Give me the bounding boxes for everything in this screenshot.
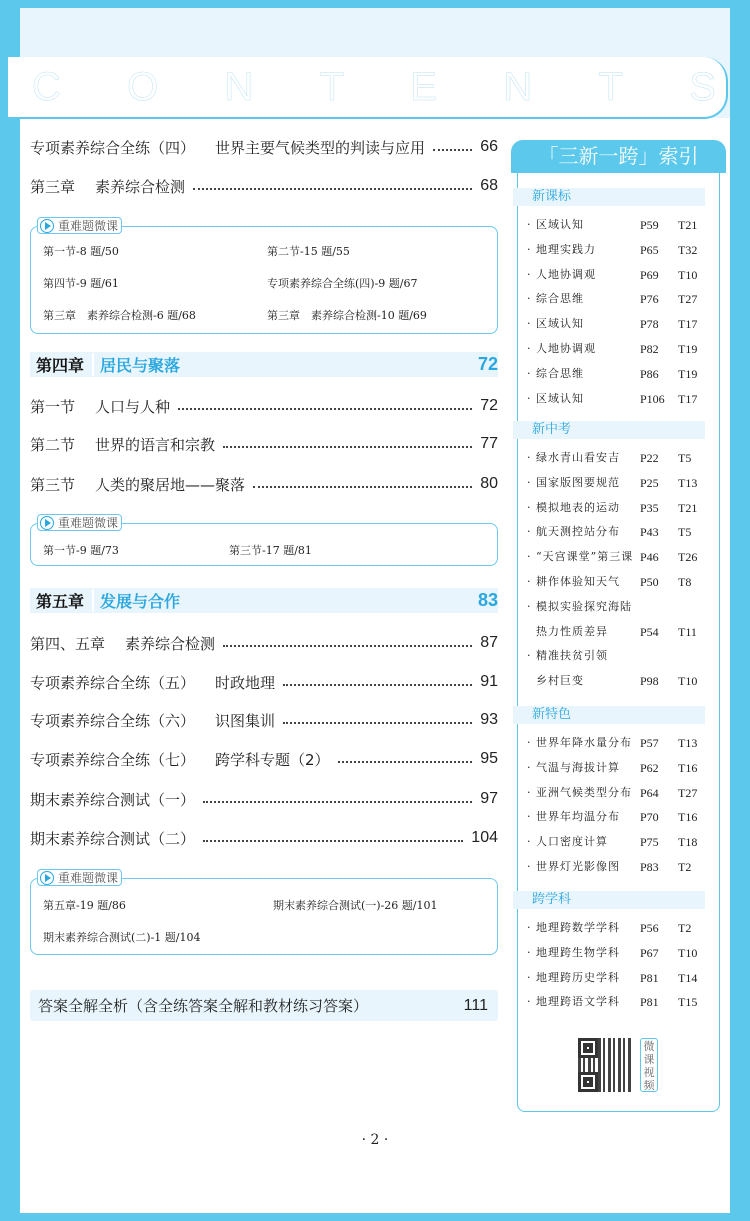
micro-lesson-tag <box>37 514 122 531</box>
index-item-name: · 气温与海拔计算 <box>527 760 620 774</box>
entry-subtitle: 素养综合检测 <box>95 177 186 196</box>
micro-lesson-tag <box>37 217 122 234</box>
entry-subtitle: 跨学科专题（2） <box>215 750 330 769</box>
entry-page: 87 <box>480 634 498 651</box>
micro-lesson-item[interactable]: 第三章 素养综合检测-6 题/68 <box>43 309 196 322</box>
index-item-page: P57 <box>640 736 659 750</box>
index-item[interactable] <box>527 735 717 751</box>
chapter-4-heading[interactable] <box>30 352 498 377</box>
index-item-question: T2 <box>678 921 692 935</box>
entry-page: 68 <box>480 177 498 194</box>
index-item-name: · 区域认知 <box>527 391 584 405</box>
entry-subtitle: 识图集训 <box>215 711 276 730</box>
contents-letter: E <box>410 64 438 109</box>
micro-lesson-item[interactable]: 第三节-17 题/81 <box>229 544 312 557</box>
index-item-name: · 世界年降水量分布 <box>527 736 632 749</box>
qr-code[interactable] <box>578 1038 632 1092</box>
chapter-5-heading[interactable] <box>30 588 498 613</box>
index-section-header: 新特色 <box>513 706 705 724</box>
index-item-page: P81 <box>640 995 659 1010</box>
index-item-page: P59 <box>640 218 659 232</box>
index-title: 「三新一跨」索引 <box>511 140 726 173</box>
index-item[interactable] <box>527 599 717 615</box>
index-item-question: T10 <box>678 674 698 689</box>
tag-label: 重难题微课 <box>58 219 119 233</box>
index-item-page: P81 <box>640 970 659 985</box>
index-item-name: · 地理跨数学学科 <box>527 921 620 934</box>
index-item-question: T16 <box>678 810 698 825</box>
answer-page: 111 <box>463 996 488 1014</box>
index-item-page: P64 <box>640 785 659 800</box>
index-item-page: P46 <box>640 550 659 565</box>
index-section-header: 跨学科 <box>513 891 705 909</box>
index-item[interactable] <box>527 970 717 986</box>
entry-title: 第一节 <box>30 397 76 416</box>
index-item-page: P35 <box>640 500 659 515</box>
entry-title: 第三章 <box>30 177 76 196</box>
micro-lesson-item[interactable]: 专项素养综合全练(四)-9 题/67 <box>267 277 418 290</box>
leader-dots <box>178 408 472 410</box>
entry-subtitle: 时政地理 <box>215 673 276 692</box>
contents-banner <box>8 57 728 119</box>
index-item-question: T5 <box>678 525 692 540</box>
index-item-name: · 人地协调观 <box>527 267 596 281</box>
index-item-page: P106 <box>640 391 665 406</box>
index-item[interactable] <box>527 574 717 590</box>
entry-subtitle: 世界主要气候类型的判读与应用 <box>215 138 426 157</box>
index-item-page: P76 <box>640 292 659 307</box>
index-item-name: · 绿水青山看安吉 <box>527 451 620 464</box>
entry-page: 77 <box>480 435 498 452</box>
contents-letter: C <box>32 64 61 109</box>
index-item-name: · 精准扶贫引领 <box>527 649 608 663</box>
index-item-question: T5 <box>678 451 692 465</box>
index-item[interactable] <box>527 648 717 664</box>
index-item-page: P78 <box>640 317 659 332</box>
index-item[interactable] <box>527 475 717 491</box>
entry-page: 93 <box>480 711 498 728</box>
index-item[interactable] <box>527 859 717 875</box>
index-item-question: T13 <box>678 475 698 490</box>
index-section-header: 新中考 <box>513 421 705 439</box>
index-item[interactable] <box>527 217 717 233</box>
index-item[interactable] <box>527 500 717 516</box>
chapter-title: 发展与合作 <box>100 592 181 611</box>
index-item[interactable] <box>527 760 717 776</box>
play-icon <box>40 516 54 530</box>
index-item-name: · 人口密度计算 <box>527 835 608 849</box>
index-item-name: · “天宫课堂”第三课 <box>527 550 634 564</box>
entry-title: 专项素养综合全练（六） <box>30 711 196 730</box>
index-item-page: P56 <box>640 921 659 935</box>
index-item[interactable] <box>527 920 717 936</box>
index-item[interactable] <box>527 450 717 466</box>
index-item[interactable] <box>527 524 717 540</box>
index-item-question: T13 <box>678 736 698 750</box>
entry-subtitle: 人类的聚居地——聚落 <box>95 475 246 494</box>
play-icon <box>40 871 54 885</box>
index-item-question: T11 <box>678 624 697 639</box>
toc-entry[interactable] <box>30 395 498 417</box>
index-item[interactable] <box>527 341 717 357</box>
toc-entry[interactable] <box>30 473 498 495</box>
leader-dots <box>283 722 472 724</box>
index-item-name: · 地理跨语文学科 <box>527 995 620 1009</box>
index-item-name: · 世界年均温分布 <box>527 810 620 824</box>
contents-letter: O <box>127 64 159 109</box>
toc-entry[interactable] <box>30 788 498 810</box>
index-item-page: P86 <box>640 366 659 381</box>
index-item[interactable] <box>527 673 717 689</box>
micro-lesson-item[interactable]: 第一节-9 题/73 <box>43 544 119 557</box>
index-item[interactable] <box>527 267 717 283</box>
entry-title: 第二节 <box>30 435 76 454</box>
index-item-page: P22 <box>640 451 659 465</box>
index-item[interactable] <box>527 624 717 640</box>
index-item[interactable] <box>527 242 717 258</box>
index-item-question: T32 <box>678 242 698 257</box>
index-item-name: 热力性质差异 <box>536 624 608 638</box>
chapter-title: 居民与聚落 <box>100 356 181 375</box>
chapter-page: 83 <box>477 590 498 610</box>
index-item-question: T26 <box>678 550 698 565</box>
toc-entry[interactable] <box>30 175 498 197</box>
leader-dots <box>203 840 463 842</box>
entry-subtitle: 素养综合检测 <box>125 634 216 653</box>
entry-page: 72 <box>480 397 498 414</box>
qr-label: 微课视频 <box>640 1038 658 1092</box>
entry-title: 期末素养综合测试（二） <box>30 829 196 848</box>
leader-dots <box>193 188 472 190</box>
index-item-question: T18 <box>678 835 698 850</box>
index-item[interactable] <box>527 994 717 1010</box>
index-item-question: T15 <box>678 995 698 1010</box>
micro-lesson-item[interactable]: 期末素养综合测试(一)-26 题/101 <box>273 899 438 912</box>
leader-dots <box>203 801 472 803</box>
index-item-page: P67 <box>640 945 659 960</box>
index-item-page: P75 <box>640 835 659 850</box>
index-item-page: P70 <box>640 810 659 825</box>
page-number: · 2 · <box>361 1132 389 1148</box>
index-item-name: · 综合思维 <box>527 292 584 306</box>
micro-lesson-item[interactable]: 期末素养综合测试(二)-1 题/104 <box>43 931 201 944</box>
index-item-name: · 人地协调观 <box>527 342 596 355</box>
index-item-name: · 地理跨生物学科 <box>527 945 620 959</box>
index-item-page: P82 <box>640 342 659 356</box>
index-item-name: · 世界灯光影像图 <box>527 860 620 873</box>
toc-entry[interactable] <box>30 748 498 770</box>
micro-lesson-item[interactable]: 第二节-15 题/55 <box>267 245 350 258</box>
index-item-name: 乡村巨变 <box>536 674 584 688</box>
index-item[interactable] <box>527 834 717 850</box>
index-item-question: T27 <box>678 785 698 800</box>
index-item-name: · 耕作体验知天气 <box>527 575 620 588</box>
entry-page: 91 <box>480 673 498 690</box>
index-item-name: · 航天测控站分布 <box>527 525 620 539</box>
contents-letter: T <box>319 64 345 109</box>
entry-title: 第四、五章 <box>30 634 106 653</box>
entry-page: 80 <box>480 475 498 492</box>
entry-page: 97 <box>480 790 498 807</box>
index-item-name: · 地理实践力 <box>527 242 596 256</box>
micro-lesson-item[interactable]: 第五章-19 题/86 <box>43 899 126 912</box>
index-item[interactable] <box>527 945 717 961</box>
micro-lesson-box <box>30 871 498 955</box>
index-item-question: T21 <box>678 218 698 232</box>
index-item-name: · 综合思维 <box>527 366 584 380</box>
tag-label: 重难题微课 <box>58 516 119 530</box>
play-icon <box>40 219 54 233</box>
entry-title: 专项素养综合全练（四） <box>30 138 196 157</box>
entry-page: 66 <box>480 138 498 155</box>
index-item-question: T27 <box>678 292 698 307</box>
contents-letter: N <box>503 64 533 109</box>
micro-lesson-item[interactable]: 第三章 素养综合检测-10 题/69 <box>267 309 427 322</box>
entry-title: 第三节 <box>30 475 76 494</box>
micro-lesson-box <box>30 219 498 334</box>
index-item-page: P69 <box>640 267 659 282</box>
toc-entry[interactable] <box>30 136 498 158</box>
entry-title: 期末素养综合测试（一） <box>30 790 196 809</box>
index-item-question: T10 <box>678 267 698 282</box>
entry-title: 专项素养综合全练（五） <box>30 673 196 692</box>
index-item-page: P43 <box>640 525 659 540</box>
index-item[interactable] <box>527 316 717 332</box>
chapter-label: 第五章 <box>36 589 94 612</box>
micro-lesson-item[interactable]: 第四节-9 题/61 <box>43 277 119 290</box>
entry-page: 95 <box>480 750 498 767</box>
index-item-name: · 模拟实验探究海陆 <box>527 599 632 613</box>
toc-entry[interactable] <box>30 671 498 693</box>
index-item-page: P65 <box>640 242 659 257</box>
index-item-name: · 国家版图要规范 <box>527 475 620 489</box>
index-item[interactable] <box>527 291 717 307</box>
answer-entry[interactable] <box>30 990 498 1021</box>
index-section-header: 新课标 <box>513 188 705 206</box>
chapter-page: 72 <box>477 354 498 374</box>
index-item-name: · 模拟地表的运动 <box>527 500 620 514</box>
index-item-page: P50 <box>640 575 659 589</box>
entry-subtitle: 人口与人种 <box>95 397 171 416</box>
contents-letter: T <box>598 64 623 109</box>
entry-subtitle: 世界的语言和宗教 <box>95 435 216 454</box>
contents-letter: N <box>224 64 254 109</box>
toc-entry[interactable] <box>30 632 498 654</box>
index-item-name: · 区域认知 <box>527 317 584 331</box>
index-item[interactable] <box>527 809 717 825</box>
index-item[interactable] <box>527 391 717 407</box>
answer-title: 答案全解全析（含全练答案全解和教材练习答案） <box>38 997 369 1015</box>
toc-entry[interactable] <box>30 827 498 849</box>
index-item-question: T10 <box>678 945 698 960</box>
leader-dots <box>338 761 473 763</box>
leader-dots <box>223 446 472 448</box>
index-item[interactable] <box>527 549 717 565</box>
index-item-question: T8 <box>678 575 692 589</box>
index-item-page: P62 <box>640 760 659 775</box>
index-item-name: · 地理跨历史学科 <box>527 970 620 984</box>
micro-lesson-box <box>30 516 498 566</box>
index-item[interactable] <box>527 366 717 382</box>
index-item-question: T19 <box>678 366 698 381</box>
contents-letter: S <box>689 64 716 109</box>
index-item-page: P54 <box>640 624 659 639</box>
index-item-page: P25 <box>640 475 659 490</box>
leader-dots <box>253 486 472 488</box>
chapter-label: 第四章 <box>36 353 94 376</box>
index-item-page: P98 <box>640 674 659 689</box>
leader-dots <box>223 645 472 647</box>
index-item[interactable] <box>527 785 717 801</box>
toc-entry[interactable] <box>30 709 498 731</box>
index-item-question: T21 <box>678 500 698 515</box>
index-item-name: · 亚洲气候类型分布 <box>527 785 632 799</box>
leader-dots <box>433 149 472 151</box>
index-item-name: · 区域认知 <box>527 218 584 231</box>
tag-label: 重难题微课 <box>58 871 119 885</box>
entry-title: 专项素养综合全练（七） <box>30 750 196 769</box>
toc-entry[interactable] <box>30 433 498 455</box>
leader-dots <box>283 684 472 686</box>
micro-lesson-tag <box>37 869 122 886</box>
micro-lesson-item[interactable]: 第一节-8 题/50 <box>43 245 119 258</box>
index-item-question: T17 <box>678 317 698 332</box>
index-item-question: T16 <box>678 760 698 775</box>
index-item-question: T19 <box>678 342 698 356</box>
index-item-question: T2 <box>678 860 692 874</box>
index-item-page: P83 <box>640 860 659 874</box>
entry-page: 104 <box>471 829 498 846</box>
index-item-question: T14 <box>678 970 698 985</box>
index-item-question: T17 <box>678 391 698 406</box>
